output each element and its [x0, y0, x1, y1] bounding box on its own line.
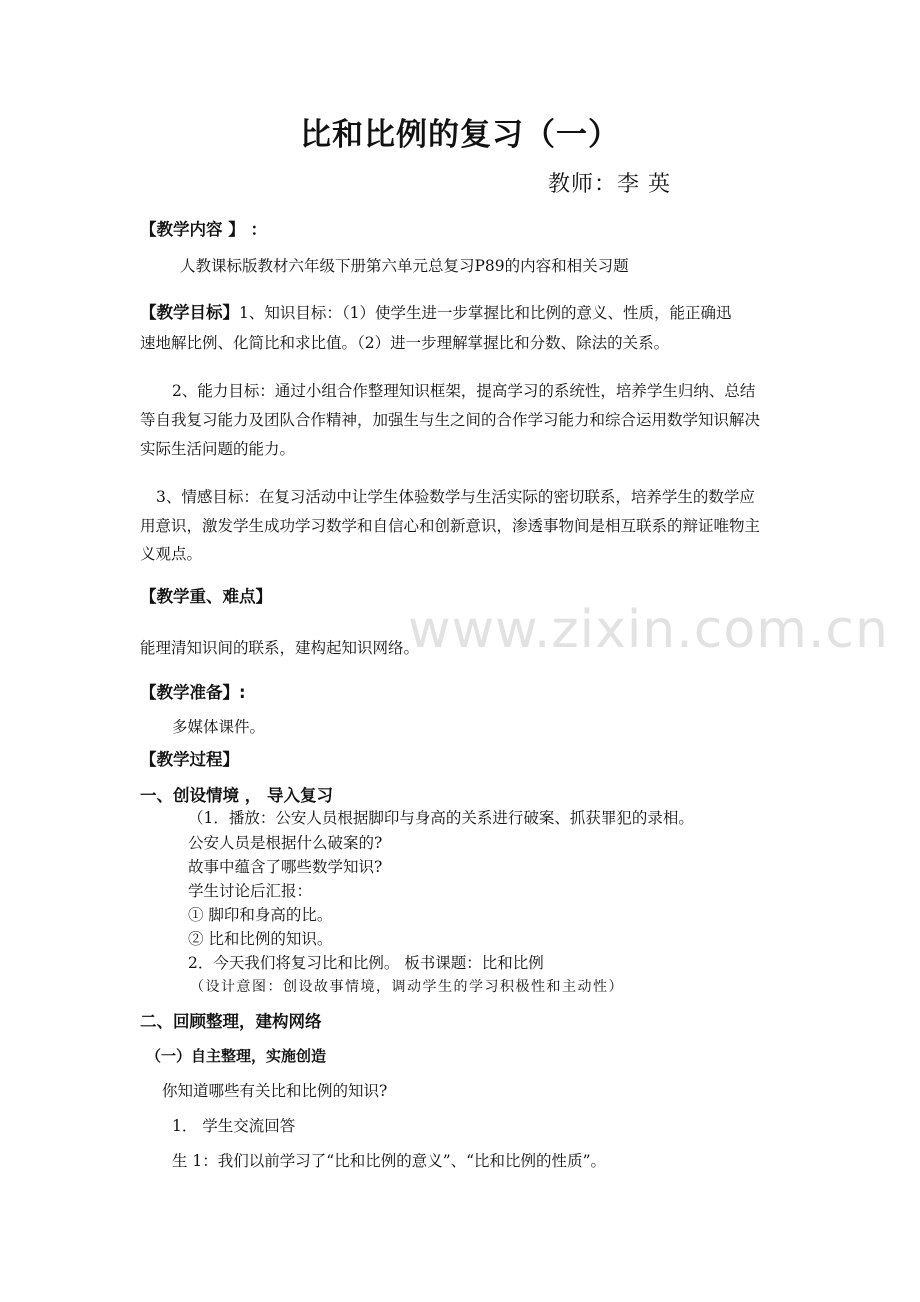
- part-1-heading: 一、创设情境 ， 导入复习: [140, 786, 333, 805]
- part-2-line-2: 1． 学生交流回答: [172, 1117, 296, 1135]
- emotion-goal-line-3: 义观点。: [140, 545, 203, 563]
- ability-goal-line-1: 2、能力目标：通过小组合作整理知识框架，提高学习的系统性，培养学生归纳、总结: [172, 382, 756, 400]
- key-points-heading: 【教学重、难点】: [140, 587, 272, 606]
- teaching-content-text: 人教课标版教材六年级下册第六单元总复习P89的内容和相关习题: [180, 257, 629, 275]
- part-2-heading: 二、回顾整理，建构网络: [140, 1012, 322, 1031]
- emotion-goal-line-1: 3、情感目标：在复习活动中让学生体验数学与生活实际的密切联系，培养学生的数学应: [156, 488, 755, 506]
- teacher-name: 教师：李 英: [548, 172, 671, 197]
- part-1-line-4: 学生讨论后汇报：: [188, 882, 313, 900]
- part-1-line-3: 故事中蕴含了哪些数学知识?: [188, 858, 383, 876]
- part-2-subheading: （一）自主整理，实施创造: [146, 1047, 327, 1065]
- part-1-line-6: ② 比和比例的知识。: [188, 930, 333, 948]
- watermark: www.zixin.com.cn: [408, 600, 889, 660]
- design-intent: （设计意图：创设故事情境，调动学生的学习积极性和主动性）: [190, 979, 624, 995]
- key-points-text: 能理清知识间的联系，建构起知识网络。: [140, 639, 420, 657]
- part-1-line-1: （1．播放：公安人员根据脚印与身高的关系进行破案、抓获罪犯的录相。: [188, 809, 694, 827]
- teaching-goals-heading: 【教学目标】: [140, 303, 239, 322]
- ability-goal-line-2: 等自我复习能力及团队合作精神，加强生与生之间的合作学习能力和综合运用数学知识解决: [140, 411, 761, 429]
- teaching-goals-line-2: 速地解比例、化简比和求比值。（2）进一步理解掌握比和分数、除法的关系。: [140, 334, 670, 352]
- document-title: 比和比例的复习（一）: [300, 117, 620, 153]
- process-heading: 【教学过程】: [140, 750, 239, 769]
- ability-goal-line-3: 实际生活问题的能力。: [140, 440, 296, 458]
- part-2-line-1: 你知道哪些有关比和比例的知识?: [162, 1082, 388, 1100]
- knowledge-goal-start: 1、知识目标：（1）使学生进一步掌握比和比例的意义、性质，能正确迅: [239, 304, 732, 322]
- part-1-line-2: 公安人员是根据什么破案的?: [188, 834, 383, 852]
- preparation-heading: 【教学准备】:: [140, 683, 246, 702]
- part-2-line-3: 生 1：我们以前学习了“比和比例的意义”、“比和比例的性质”。: [172, 1152, 606, 1170]
- teaching-goals-line-1: [140, 303, 731, 323]
- part-1-line-5: ① 脚印和身高的比。: [188, 906, 333, 924]
- part-1-line-7: 2．今天我们将复习比和比例。 板书课题：比和比例: [188, 954, 544, 972]
- emotion-goal-line-2: 用意识，激发学生成功学习数学和自信心和创新意识，渗透事物间是相互联系的辩证唯物主: [140, 517, 761, 535]
- preparation-text: 多媒体课件。: [172, 718, 266, 736]
- teaching-content-heading: 【教学内容 】 ：: [140, 220, 267, 239]
